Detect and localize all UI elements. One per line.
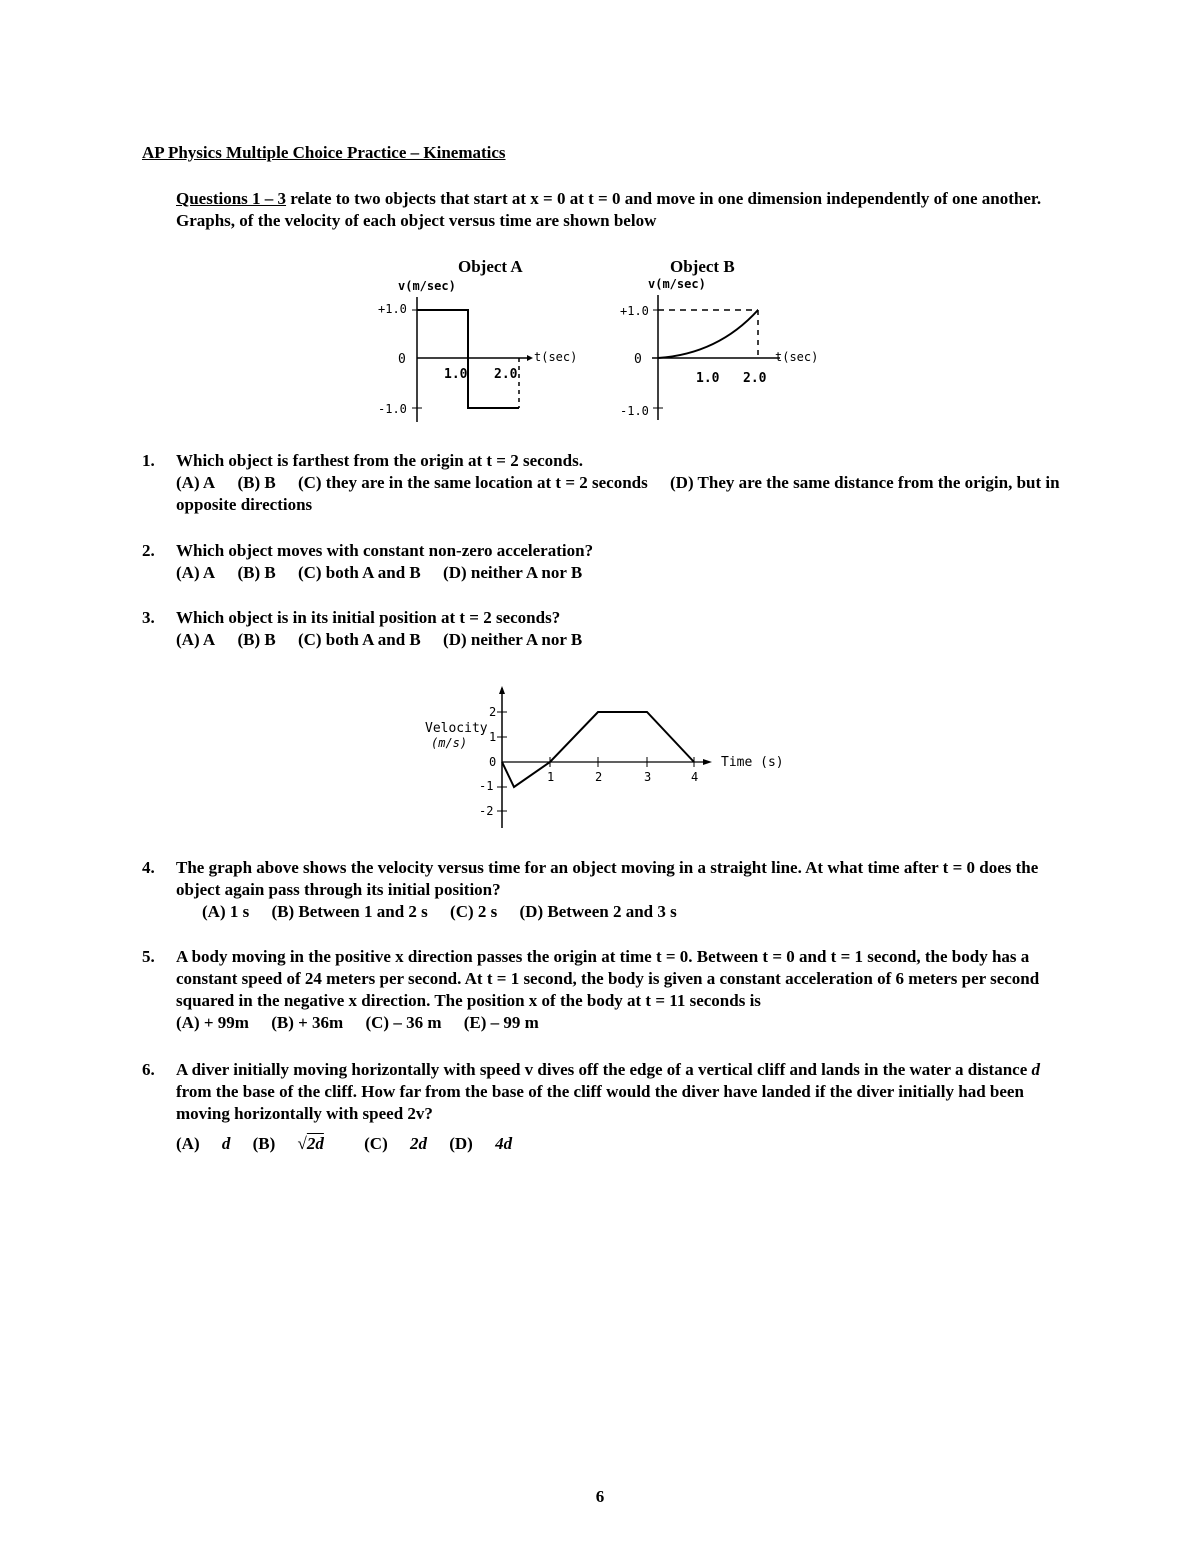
question-3-number: 3. — [142, 608, 155, 627]
graph-object-b — [620, 257, 818, 420]
velocity-ytick-neg2: -2 — [479, 804, 494, 818]
question-4-option-c[interactable]: (C) 2 s — [450, 902, 498, 921]
question-4-text: The graph above shows the velocity versus time for an object moving in a straight line. At what time after t = 0 does the object again pass through its initial position? — [176, 858, 1039, 899]
velocity-xtick-2: 2 — [595, 770, 603, 784]
question-1-option-b[interactable]: (B) B — [237, 473, 276, 492]
page-number: 6 — [595, 1487, 605, 1506]
object-b-series-curve — [658, 310, 758, 358]
question-5-option-c[interactable]: (C) – 36 m — [365, 1013, 442, 1032]
graph-object-a — [378, 257, 577, 422]
question-5-option-e[interactable]: (E) – 99 m — [463, 1013, 539, 1032]
question-2-options — [176, 562, 1072, 584]
question-6-options — [176, 1133, 1072, 1155]
question-3-option-b[interactable]: (B) B — [237, 630, 276, 649]
question-6-number: 6. — [142, 1060, 155, 1079]
velocity-xlabel: Time (s) — [721, 755, 784, 770]
object-a-xlabel: t(sec) — [534, 350, 578, 364]
object-b-ytick-zero: 0 — [634, 352, 642, 367]
object-a-title: Object A — [458, 257, 523, 276]
question-1-option-c[interactable]: (C) they are in the same location at t = 2 seconds — [297, 473, 648, 492]
velocity-xtick-4: 4 — [691, 770, 699, 784]
question-6-option-c[interactable]: (C) 2d — [364, 1134, 427, 1153]
object-b-xlabel: t(sec) — [775, 350, 819, 364]
object-b-ylabel: v(m/sec) — [648, 277, 706, 291]
velocity-y-arrow — [499, 686, 505, 694]
object-a-xtick-2: 2.0 — [494, 367, 518, 382]
object-a-ytick-bottom: -1.0 — [378, 402, 407, 416]
question-6 — [142, 1059, 1072, 1155]
object-b-xtick-1: 1.0 — [696, 371, 720, 386]
question-5 — [142, 946, 1072, 1034]
question-5-options — [176, 1012, 1072, 1034]
question-4-number: 4. — [142, 858, 155, 877]
question-4 — [142, 857, 1072, 923]
question-4-option-a[interactable]: (A) 1 s — [202, 902, 250, 921]
velocity-xticks — [547, 770, 698, 784]
question-3-option-a[interactable]: (A) A — [176, 630, 216, 649]
question-5-option-a[interactable]: (A) + 99m — [176, 1013, 249, 1032]
object-a-series-line — [417, 310, 519, 408]
question-1-number: 1. — [142, 451, 155, 470]
object-b-ytick-top: +1.0 — [620, 304, 649, 318]
question-2-option-a[interactable]: (A) A — [176, 563, 216, 582]
object-a-xtick-1: 1.0 — [444, 367, 468, 382]
question-3-text: Which object is in its initial position at t = 2 seconds? — [176, 608, 561, 627]
object-b-xtick-2: 2.0 — [743, 371, 767, 386]
question-6-text-part2: from the base of the cliff. How far from the base of the cliff would the diver have landed if the diver initially had been moving horizontally with speed 2v? — [176, 1082, 1024, 1123]
question-4-option-b[interactable]: (B) Between 1 and 2 s — [271, 902, 428, 921]
question-4-option-d[interactable]: (D) Between 2 and 3 s — [519, 902, 677, 921]
question-6-text — [176, 1059, 1072, 1125]
intro-paragraph — [176, 188, 1056, 232]
velocity-ytick-neg1: -1 — [479, 779, 494, 793]
velocity-xtick-3: 3 — [644, 770, 652, 784]
question-3 — [142, 607, 1072, 651]
object-a-x-arrow — [527, 355, 533, 361]
question-3-options — [176, 629, 1072, 651]
velocity-ytick-2: 2 — [489, 705, 497, 719]
question-6-text-part1: A diver initially moving horizontally with speed v dives off the edge of a vertical cliff and lands in the water a distance — [176, 1060, 1032, 1079]
velocity-ytick-1: 1 — [489, 730, 497, 744]
velocity-x-arrow — [703, 759, 712, 765]
question-1-text: Which object is farthest from the origin at t = 2 seconds. — [176, 451, 583, 470]
question-2-option-b[interactable]: (B) B — [237, 563, 276, 582]
question-6-option-a[interactable]: (A) d — [176, 1134, 231, 1153]
object-b-ytick-bottom: -1.0 — [620, 404, 649, 418]
question-1-options — [176, 472, 1072, 516]
question-5-option-b[interactable]: (B) + 36m — [271, 1013, 344, 1032]
object-a-ytick-top: +1.0 — [378, 302, 407, 316]
intro-lead: Questions 1 – 3 — [176, 189, 287, 208]
page-title: AP Physics Multiple Choice Practice – Kinematics — [142, 143, 506, 162]
question-6-text-var: d — [1031, 1060, 1040, 1079]
object-a-ylabel: v(m/sec) — [398, 279, 456, 293]
object-b-title: Object B — [670, 257, 735, 276]
intro-text: relate to two objects that start at x = 0 at t = 0 and move in one dimension independently of one another. Graphs, of the velocity of each object versus time are shown below — [176, 189, 1042, 230]
velocity-xtick-1: 1 — [547, 770, 555, 784]
figure-objects-ab — [360, 250, 840, 430]
question-1 — [142, 450, 1072, 516]
question-4-options — [176, 901, 1072, 923]
question-5-number: 5. — [142, 947, 155, 966]
question-3-option-d[interactable]: (D) neither A nor B — [443, 630, 583, 649]
question-1-option-d[interactable]: (D) They are the same distance from the origin, but in opposite directions — [176, 473, 1060, 514]
question-2-text: Which object moves with constant non-zero acceleration? — [176, 541, 594, 560]
question-5-text: A body moving in the positive x direction passes the origin at time t = 0. Between t = 0 and t = 1 second, the body has a constant speed of 24 meters per second. At t = 1 second, the body is given a constant acceleration of 6 meters per second squared in the negative x direction. The position x of the body at t = 11 seconds is — [176, 947, 1040, 1010]
velocity-ylabel-line1: Velocity — [425, 721, 488, 736]
object-a-ytick-zero: 0 — [398, 352, 406, 367]
question-2 — [142, 540, 1072, 584]
question-1-option-a[interactable]: (A) A — [176, 473, 216, 492]
sqrt-radicand: 2d — [306, 1134, 324, 1153]
velocity-ylabel-line2: (m/s) — [431, 736, 468, 750]
figure-velocity-time — [415, 680, 815, 830]
question-2-number: 2. — [142, 541, 155, 560]
question-2-option-c[interactable]: (C) both A and B — [297, 563, 421, 582]
question-6-option-b[interactable]: (B) √2d — [252, 1134, 324, 1153]
question-2-option-d[interactable]: (D) neither A nor B — [443, 563, 583, 582]
question-6-option-d[interactable]: (D) 4d — [449, 1134, 513, 1153]
velocity-ytick-0: 0 — [489, 755, 497, 769]
question-3-option-c[interactable]: (C) both A and B — [297, 630, 421, 649]
